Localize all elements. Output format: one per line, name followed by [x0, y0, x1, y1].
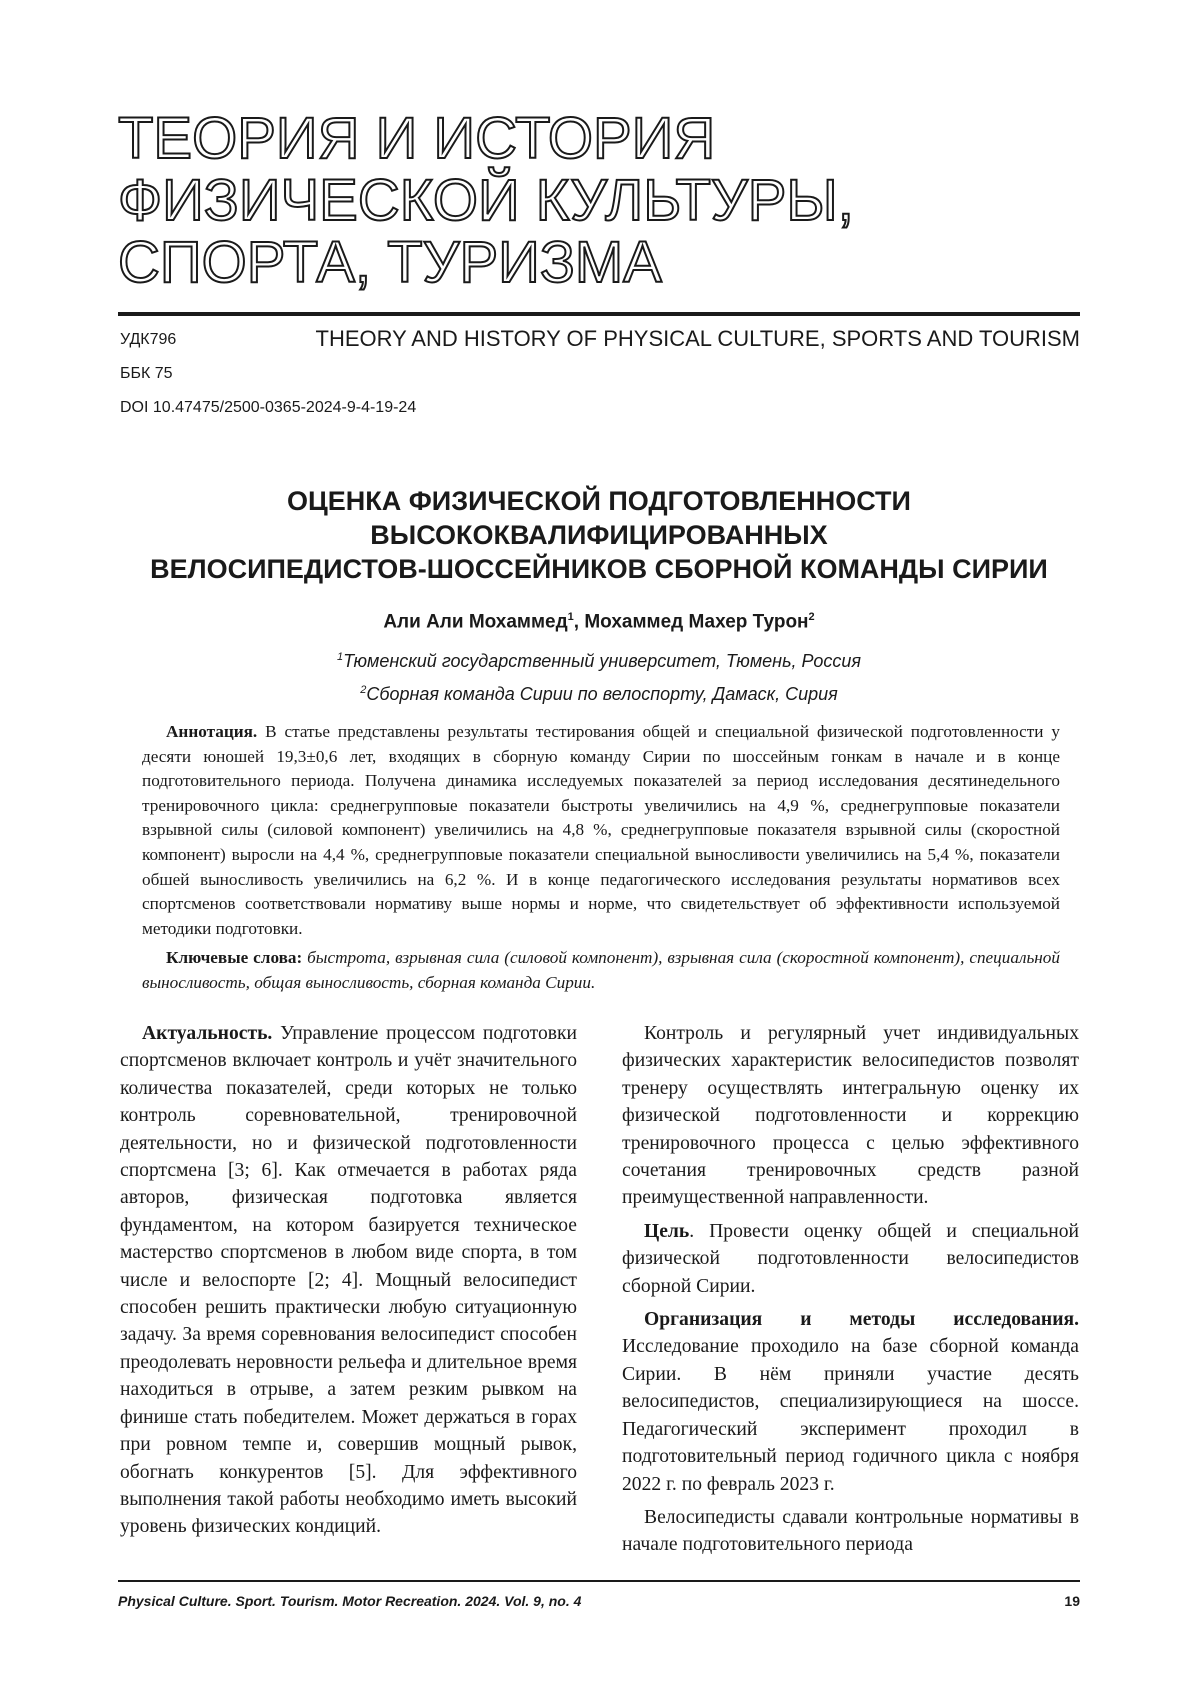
section-heading-line: ТЕОРИЯ И ИСТОРИЯ	[118, 106, 716, 171]
section-heading	[118, 108, 878, 294]
author-name: Мохаммед Махер Турон	[584, 611, 809, 633]
body-paragraph	[622, 1218, 1079, 1300]
author-affiliation-mark: 2	[808, 611, 815, 623]
affiliation-mark: 1	[336, 651, 344, 663]
bbk-code: ББК 75	[120, 365, 173, 382]
article-title-line: ВЕЛОСИПЕДИСТОВ-ШОССЕЙНИКОВ СБОРНОЙ КОМАНДЫ СИРИИ	[150, 554, 1048, 584]
paragraph-text: Управление процессом подготовки спортсменов включает контроль и учёт значительного количества показателей, среди которых не только контроль соревновательной, тренировочной деятельности, но и физической подготовленности спортсмена [3; 6]. Как отмечается в работах ряда авторов, физическая подготовка является фундаментом, на котором базируется техническое мастерство спортсменов в любом виде спорта, в том числе и велоспорте [2; 4]. Мощный велосипедист способен решить практически любую ситуационную задачу. За время соревнования велосипедист способен преодолевать неровности рельефа и длительное время находиться в отрыве, а затем резким рывком на финише стать победителем. Может держаться в горах при ровном темпе и, совершив мощный рывок, обогнать конкурентов [5]. Для эффективного выполнения такой работы необходимо иметь высокий уровень физических кондиций.	[120, 1023, 577, 1538]
affiliation-mark: 2	[360, 684, 367, 696]
page-number: 19	[1064, 1593, 1080, 1609]
keywords-label: Ключевые слова:	[166, 948, 303, 967]
section-heading-line: СПОРТА, ТУРИЗМА	[118, 230, 662, 295]
paragraph-lead: Организация и методы исследования.	[644, 1309, 1079, 1331]
paragraph-text: Контроль и регулярный учет индивидуальных физических характеристик велосипедистов позволят тренеру осуществлять интегральную оценку их физической подготовленности и коррекцию тренировочного процесса с целью эффективного сочетания тренировочных средств разной преимущественной направленности.	[622, 1023, 1079, 1209]
journal-footer: Physical Culture. Sport. Tourism. Motor Recreation. 2024. Vol. 9, no. 4	[118, 1593, 582, 1609]
affiliation	[118, 678, 1080, 706]
paragraph-text: . Провести оценку общей и специальной физической подготовленности велосипедистов сборной Сирии.	[622, 1220, 1079, 1297]
body-paragraph	[622, 1306, 1079, 1498]
abstract-text: В статье представлены результаты тестирования общей и специальной физической подготовленности у десяти юношей 19,3±0,6 лет, входящих в сборную команду Сирии по шоссейным гонкам в начале и в конце подготовительного периода. Получена динамика исследуемых показателей за период исследования десятинедельного тренировочного цикла: среднегрупповые показатели быстроты увеличились на 4,9 %, среднегрупповые показатели взрывной силы (силовой компонент) увеличились на 4,8 %, среднегрупповые показателя взрывной силы (скоростной компонент) выросли на 4,4 %, среднегрупповые показатели специальной выносливости увеличились на 5,4 %, показатели обшей выносливость увеличились на 6,2 %. И в конце педагогического исследования результаты нормативов всех спортсменов соответствовали нормативу выше нормы и норме, что свидетельствует об эффективности используемой методики подготовки.	[142, 722, 1060, 938]
author-affiliation-mark: 1	[567, 611, 574, 623]
paragraph-text: Исследование проходило на базе сборной команда Сирии. В нём приняли участие десять велосипедистов, специализирующиеся на шоссе. Педагогический эксперимент проходил в подготовительный период годичного цикла с ноября 2022 г. по февраль 2023 г.	[622, 1336, 1079, 1495]
paragraph-lead: Актуальность.	[142, 1023, 273, 1044]
body-paragraph	[622, 1504, 1079, 1559]
abstract-label: Аннотация.	[166, 722, 258, 741]
article-title-line: ОЦЕНКА ФИЗИЧЕСКОЙ ПОДГОТОВЛЕННОСТИ	[287, 486, 911, 516]
body-column-left	[120, 1020, 577, 1547]
paragraph-lead: Цель	[644, 1220, 690, 1242]
article-title	[118, 484, 1080, 586]
author-separator: ,	[573, 611, 585, 633]
doi: DOI 10.47475/2500-0365-2024-9-4-19-24	[120, 399, 417, 416]
section-heading-english: THEORY AND HISTORY OF PHYSICAL CULTURE, SPORTS AND TOURISM	[315, 326, 1080, 351]
keywords-text: быстрота, взрывная сила (силовой компонент), взрывная сила (скоростной компонент), специальной выносливость, общая выносливость, сборная команда Сирии.	[142, 948, 1060, 992]
author-name: Али Али Мохаммед	[383, 611, 568, 633]
affiliation-text: Сборная команда Сирии по велоспорту, Дамаск, Сирия	[366, 684, 838, 704]
affiliation	[118, 645, 1080, 673]
keywords	[142, 946, 1060, 995]
body-paragraph	[622, 1020, 1079, 1212]
paragraph-text: Велосипедисты сдавали контрольные нормативы в начале подготовительного периода	[622, 1506, 1079, 1556]
body-paragraph	[120, 1020, 577, 1541]
article-title-line: ВЫСОКОКВАЛИФИЦИРОВАННЫХ	[370, 520, 828, 550]
footer-divider	[118, 1580, 1080, 1582]
body-column-right	[622, 1020, 1079, 1565]
section-divider	[118, 312, 1080, 316]
section-heading-line: ФИЗИЧЕСКОЙ КУЛЬТУРЫ,	[118, 168, 854, 233]
abstract	[142, 720, 1060, 941]
affiliation-text: Тюменский государственный университет, Тюмень, Россия	[343, 651, 861, 671]
author-list	[118, 605, 1080, 634]
udk-code: УДК796	[120, 331, 177, 348]
